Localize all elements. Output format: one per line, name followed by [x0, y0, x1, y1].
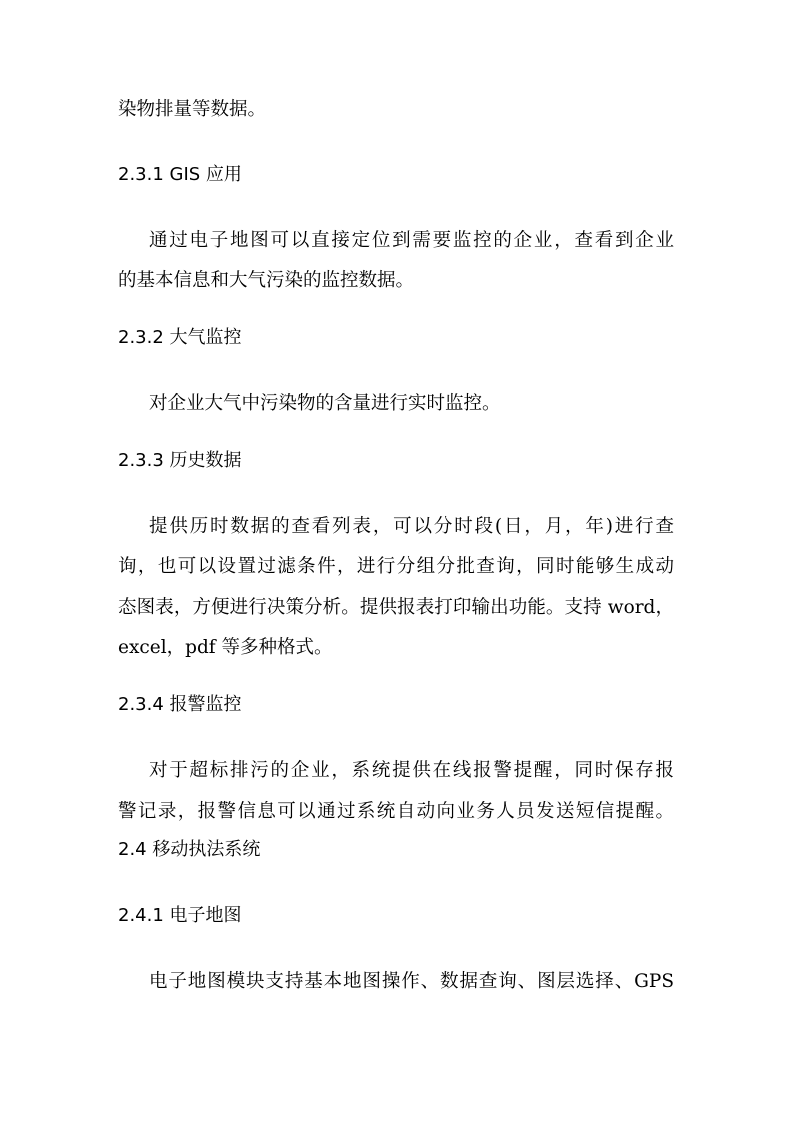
paragraph-line: 警记录，报警信息可以通过系统自动向业务人员发送短信提醒。	[118, 801, 674, 822]
paragraph-line: 通过电子地图可以直接定位到需要监控的企业，查看到企业	[149, 230, 674, 251]
paragraph-line: 态图表，方便进行决策分析。提供报表打印输出功能。支持 word，	[118, 597, 674, 618]
paragraph-line: 对于超标排污的企业，系统提供在线报警提醒，同时保存报	[149, 760, 674, 781]
paragraph-line: excel，pdf 等多种格式。	[118, 637, 333, 658]
paragraph-line: 提供历时数据的查看列表，可以分时段(日，月，年)进行查	[149, 516, 674, 537]
section-heading-2-3-1: 2.3.1 GIS 应用	[118, 164, 242, 185]
paragraph-line: 询，也可以设置过滤条件，进行分组分批查询，同时能够生成动	[118, 556, 674, 577]
section-heading-2-4: 2.4 移动执法系统	[118, 839, 261, 860]
section-heading-2-3-3: 2.3.3 历史数据	[118, 450, 242, 471]
paragraph-line: 的基本信息和大气污染的监控数据。	[118, 270, 415, 291]
section-heading-2-3-2: 2.3.2 大气监控	[118, 327, 242, 348]
section-heading-2-4-1: 2.4.1 电子地图	[118, 905, 242, 926]
paragraph-line: 对企业大气中污染物的含量进行实时监控。	[149, 393, 501, 414]
paragraph-line: 电子地图模块支持基本地图操作、数据查询、图层选择、GPS	[149, 971, 674, 992]
paragraph-continuation-line: 染物排量等数据。	[118, 99, 267, 120]
section-heading-2-3-4: 2.3.4 报警监控	[118, 694, 242, 715]
